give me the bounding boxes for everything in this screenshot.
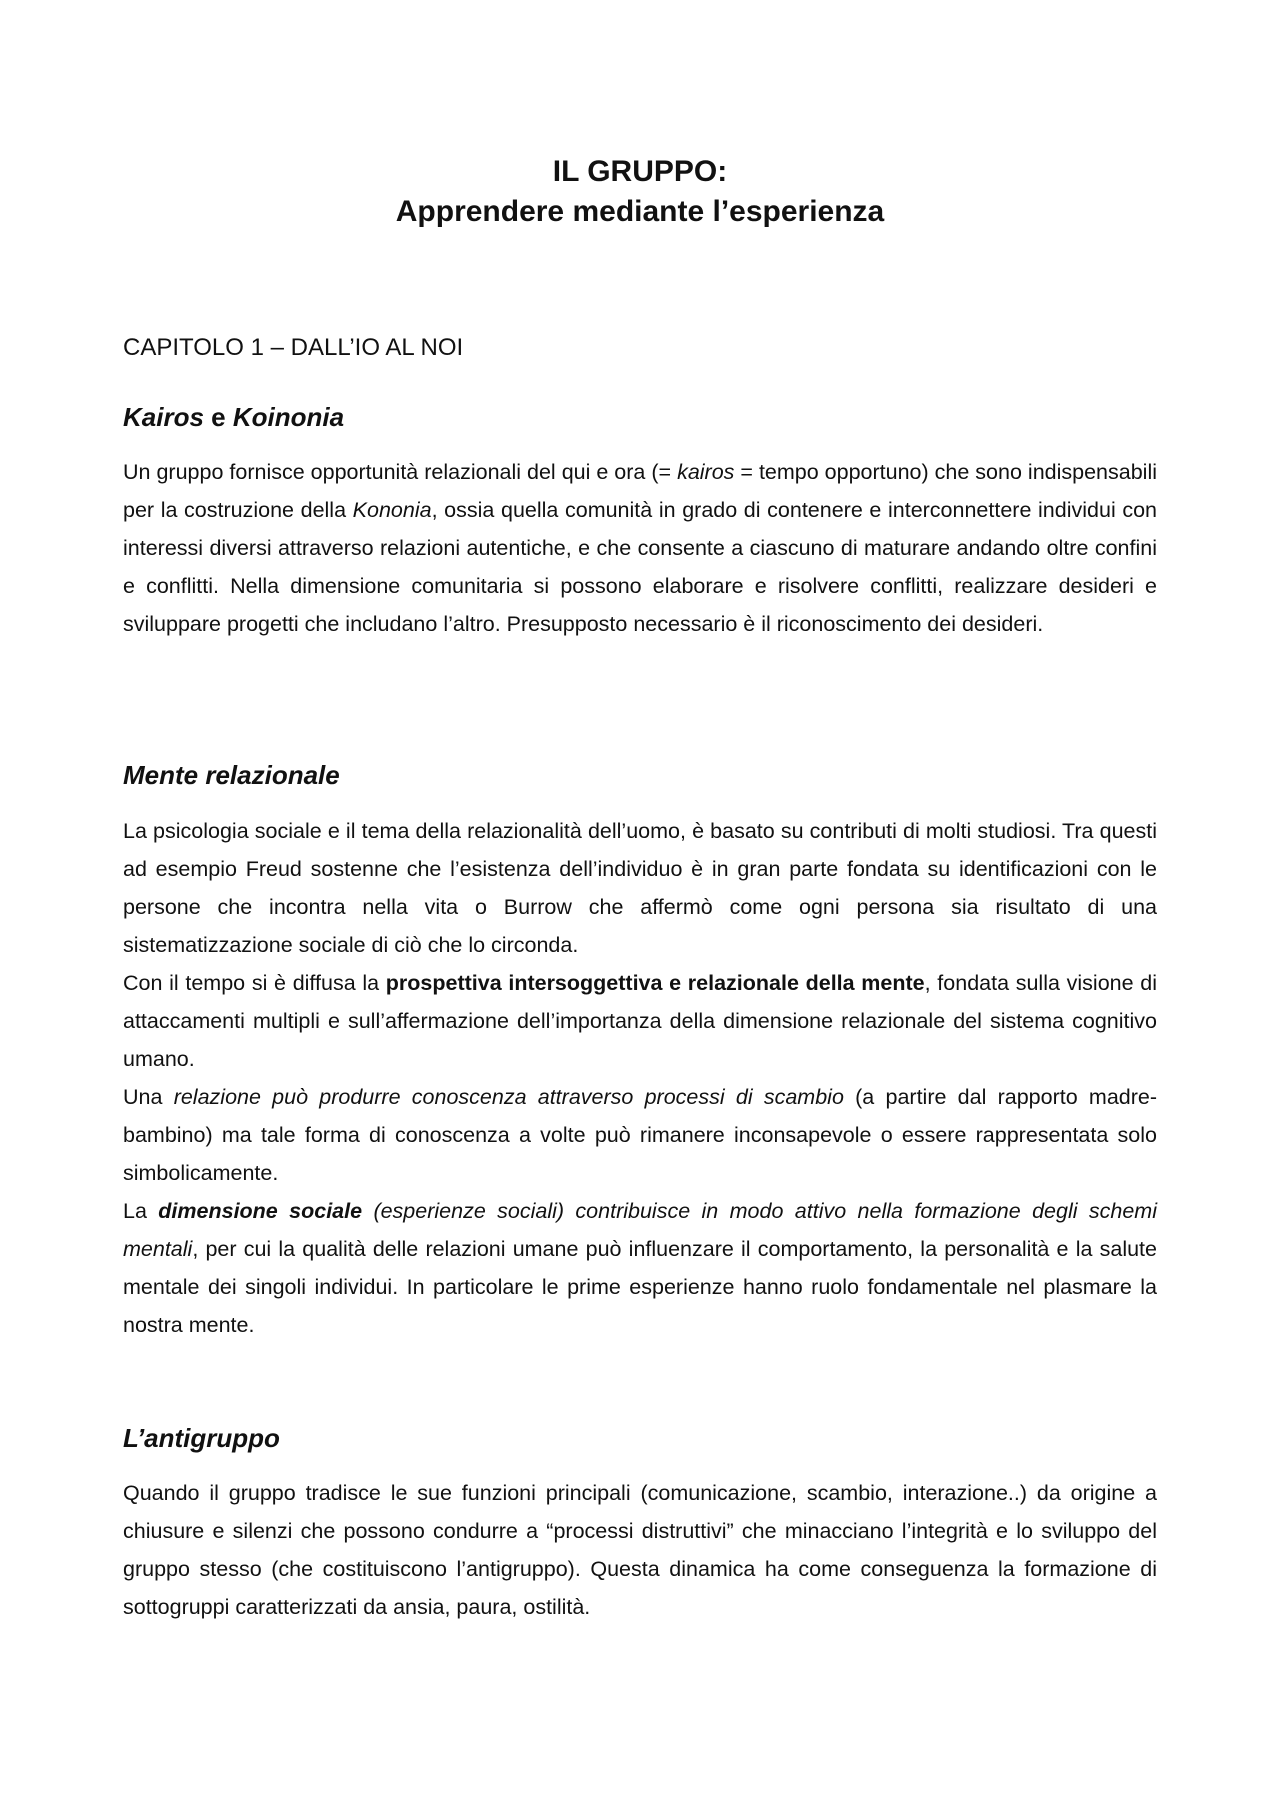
section-heading-kairos (123, 400, 344, 434)
text-run: = tempo opportuno) che sono indispensabili per la costruzione della (123, 460, 1157, 522)
heading-word-e: e (203, 402, 233, 432)
section-kairos-body (123, 453, 1157, 643)
text-italic: Kononia (352, 498, 432, 522)
section-mente-body (123, 812, 1157, 1344)
text-italic: relazione può produrre conoscenza attraverso processi di scambio (173, 1085, 844, 1109)
title-line-1: IL GRUPPO: (552, 155, 728, 188)
chapter-heading: CAPITOLO 1 – DALL’IO AL NOI (123, 334, 464, 361)
text-bold-italic: dimensione sociale (158, 1199, 363, 1223)
text-run: , per cui la qualità delle relazioni umane può influenzare il comportamento, la personalità e la salute mentale dei singoli individui. In particolare le prime esperienze hanno ruolo fondamentale nel plasmare la nostra mente. (123, 1237, 1157, 1337)
section-antigruppo-body (123, 1474, 1157, 1626)
paragraph (123, 1078, 1157, 1192)
paragraph: La psicologia sociale e il tema della relazionalità dell’uomo, è basato su contributi di molti studiosi. Tra questi ad esempio Freud sostenne che l’esistenza dell’individuo è in gran parte fondata su identificazioni con le persone che incontra nella vita o Burrow che affermò come ogni persona sia risultato di una sistematizzazione sociale di ciò che lo circonda. (123, 819, 1157, 957)
heading-word-koinonia: Koinonia (232, 402, 345, 432)
text-run: Un gruppo fornisce opportunità relazionali del qui e ora (= (123, 460, 678, 484)
text-italic: kairos (677, 460, 735, 484)
section-heading-antigruppo: L’antigruppo (123, 1423, 280, 1453)
paragraph (123, 964, 1157, 1078)
paragraph: Quando il gruppo tradisce le sue funzioni principali (comunicazione, scambio, interazione..) da origine a chiusure e silenzi che possono condurre a “processi distruttivi” che minacciano l’integrità e lo sviluppo del gruppo stesso (che costituiscono l’antigruppo). Questa dinamica ha come conseguenza la formazione di sottogruppi caratterizzati da ansia, paura, ostilità. (123, 1481, 1157, 1619)
heading-word-kairos: Kairos (123, 402, 204, 432)
text-run: La (123, 1199, 159, 1223)
text-run: Una (123, 1085, 174, 1109)
text-run: , fondata sulla visione di attaccamenti multipli e sull’affermazione dell’importanza della dimensione relazionale del sistema cognitivo umano. (123, 971, 1157, 1071)
text-italic: (esperienze sociali) contribuisce in modo attivo nella formazione degli schemi mentali (123, 1199, 1157, 1261)
paragraph (123, 453, 1157, 643)
text-run: (a partire dal rapporto madre-bambino) ma tale forma di conoscenza a volte può rimanere inconsapevole o essere rappresentata solo simbolicamente. (123, 1085, 1158, 1185)
title-line-2: Apprendere mediante l’esperienza (395, 195, 885, 228)
paragraph (123, 1192, 1157, 1344)
text-bold: prospettiva intersoggettiva e relazionale della mente (385, 971, 925, 995)
section-heading-mente-relazionale: Mente relazionale (123, 760, 340, 790)
text-run: Con il tempo si è diffusa la (123, 971, 386, 995)
text-run: , ossia quella comunità in grado di contenere e interconnettere individui con interessi diversi attraverso relazioni autentiche, e che consente a ciascuno di maturare andando oltre confini e conflitti. Nella dimensione comunitaria si possono elaborare e risolvere conflitti, realizzare desideri e sviluppare progetti che includano l’altro. Presupposto necessario è il riconoscimento dei desideri. (123, 498, 1158, 636)
document-title (0, 152, 1280, 232)
